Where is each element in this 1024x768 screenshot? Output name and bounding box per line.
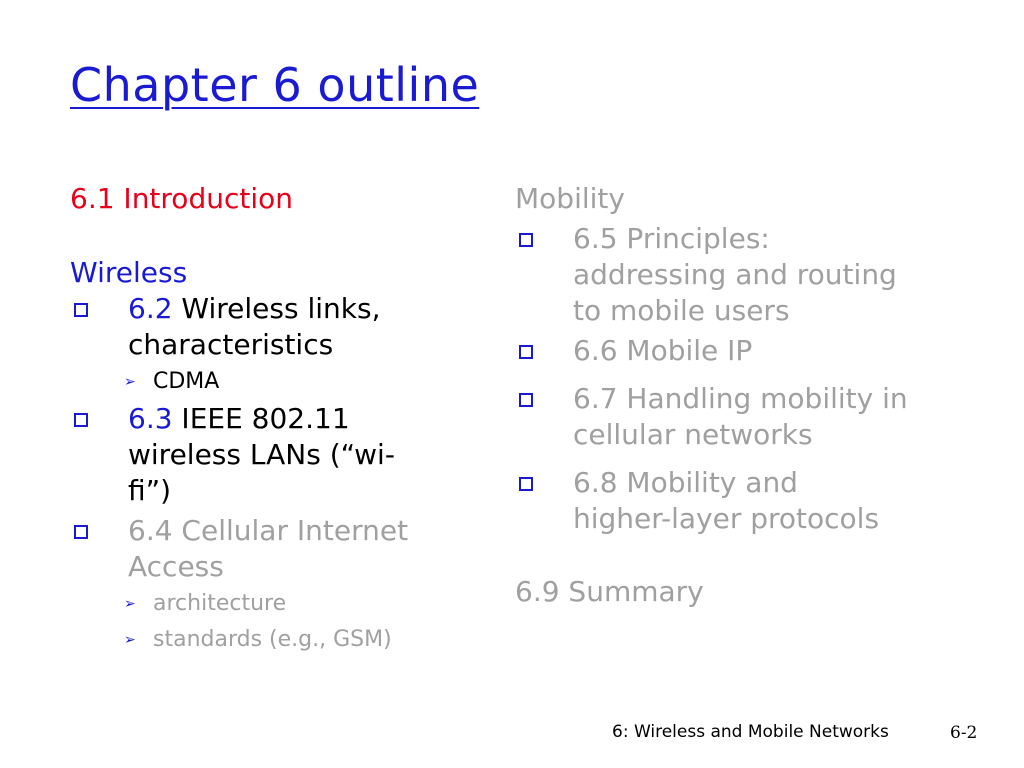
hollow-square-bullet-icon — [74, 413, 88, 427]
footer-text: 6: Wireless and Mobile Networks — [612, 722, 889, 742]
hollow-square-bullet-icon — [519, 345, 533, 359]
sub-item-text: architecture — [153, 591, 287, 616]
sub-item-architecture — [70, 587, 480, 621]
item-text: 6.5 Principles: — [573, 222, 770, 255]
item-text-cont: fi”) — [128, 474, 172, 507]
item-text: 6.8 Mobility and — [573, 466, 798, 499]
list-item-6-2 — [70, 291, 480, 363]
item-text: Wireless links, — [172, 292, 381, 325]
hollow-square-bullet-icon — [74, 525, 88, 539]
item-number: 6.3 — [128, 402, 173, 435]
hollow-square-bullet-icon — [519, 233, 533, 247]
item-text-cont: Access — [128, 550, 224, 583]
item-text-cont: characteristics — [128, 328, 334, 361]
hollow-square-bullet-icon — [74, 303, 88, 317]
mobility-heading: Mobility — [515, 182, 625, 215]
list-item-6-7 — [515, 381, 975, 453]
item-number: 6.2 — [128, 292, 173, 325]
arrow-bullet-icon: ➢ — [124, 632, 136, 648]
hollow-square-bullet-icon — [519, 393, 533, 407]
item-text-cont: addressing and routing — [573, 258, 897, 291]
item-text-cont: to mobile users — [573, 294, 790, 327]
sub-item-text: CDMA — [153, 369, 220, 394]
right-column — [515, 180, 975, 610]
item-text: 6.4 Cellular Internet — [128, 514, 409, 547]
item-text: 6.6 Mobile IP — [573, 334, 753, 367]
page-number: 6-2 — [950, 723, 978, 743]
item-text: 6.7 Handling mobility in — [573, 382, 908, 415]
sub-item-standards — [70, 623, 480, 657]
list-item-6-3 — [70, 401, 480, 509]
item-text-cont: wireless LANs (“wi- — [128, 438, 395, 471]
intro-heading: 6.1 Introduction — [70, 182, 293, 215]
wireless-heading: Wireless — [70, 256, 188, 289]
sub-item-cdma — [70, 365, 480, 399]
item-text: IEEE 802.11 — [172, 402, 350, 435]
item-text-cont: cellular networks — [573, 418, 813, 451]
list-item-6-8 — [515, 465, 975, 537]
summary-heading: 6.9 Summary — [515, 575, 704, 608]
item-text-cont: higher-layer protocols — [573, 502, 880, 535]
arrow-bullet-icon: ➢ — [124, 596, 136, 612]
sub-item-text: standards (e.g., GSM) — [153, 627, 392, 652]
slide-title: Chapter 6 outline — [70, 58, 480, 112]
list-item-6-6 — [515, 333, 975, 369]
list-item-6-5 — [515, 221, 975, 329]
hollow-square-bullet-icon — [519, 477, 533, 491]
arrow-bullet-icon: ➢ — [124, 374, 136, 390]
list-item-6-4 — [70, 513, 480, 585]
left-column — [70, 180, 480, 657]
